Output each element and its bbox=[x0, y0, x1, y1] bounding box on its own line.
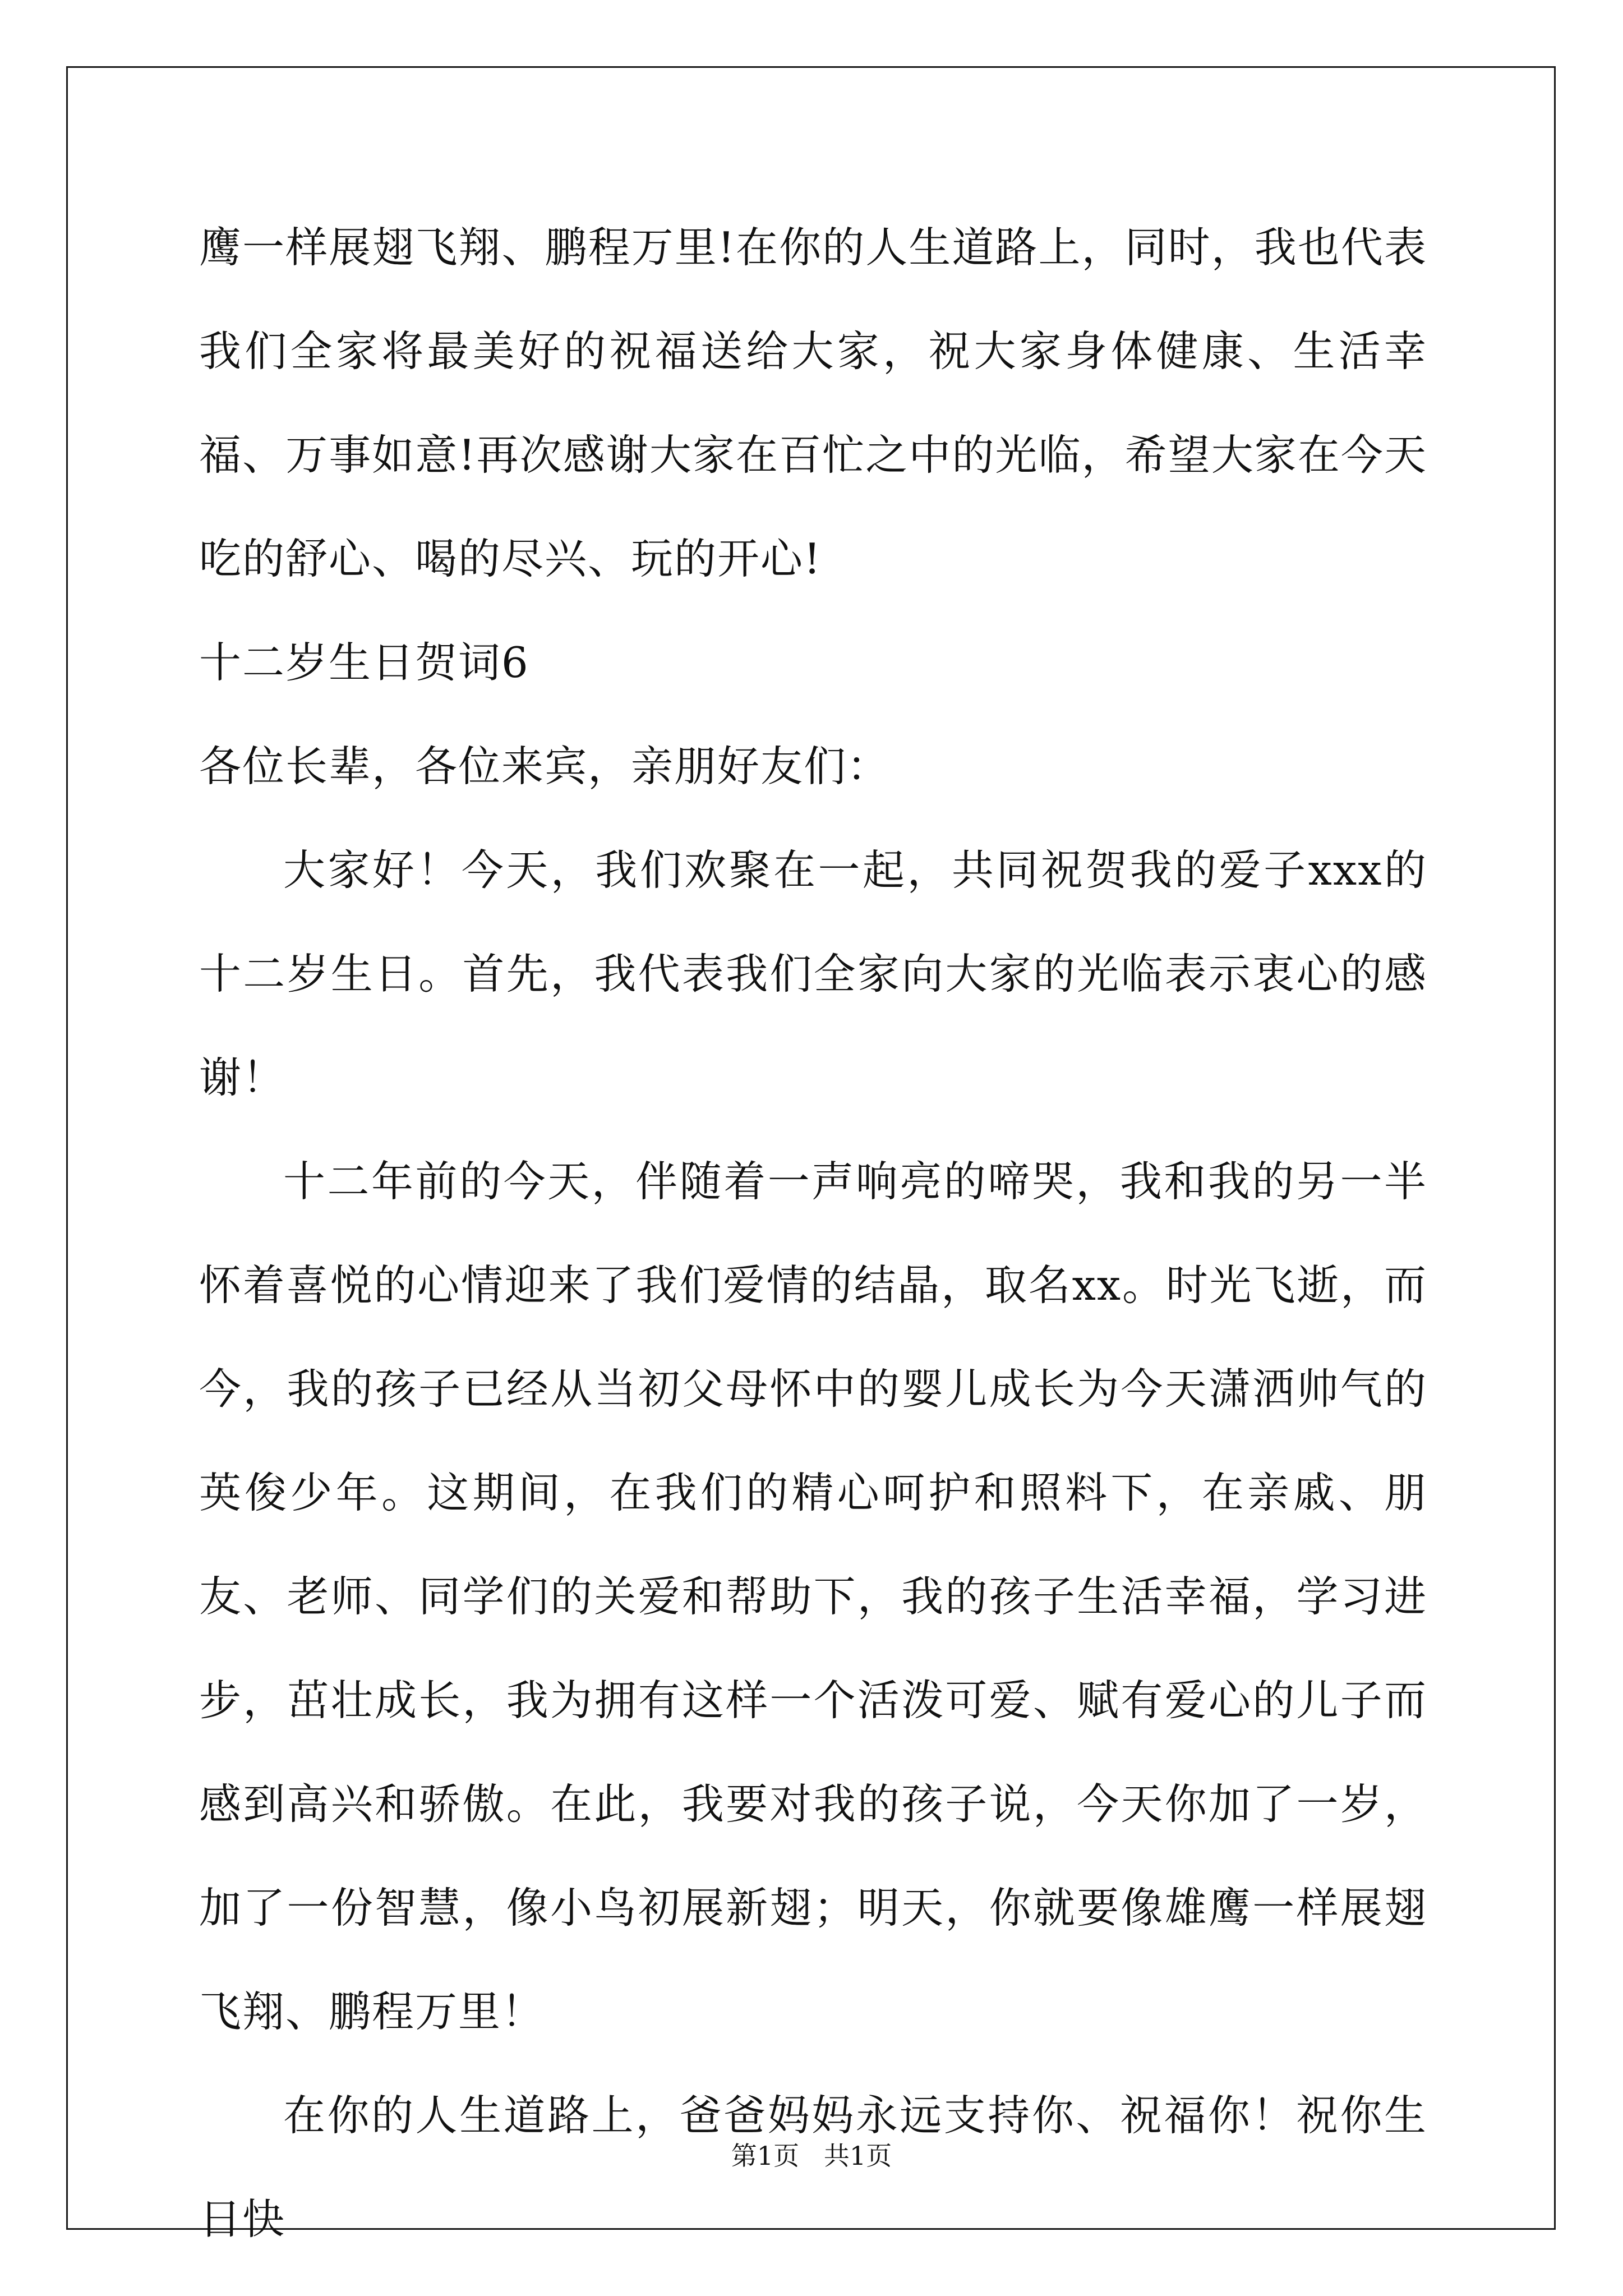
document-body bbox=[199, 196, 1427, 2271]
paragraph-greeting: 大家好！今天，我们欢聚在一起，共同祝贺我的爱子xxx的十二岁生日。首先，我代表我们全家向大家的光临表示衷心的感谢！ bbox=[199, 845, 1427, 1102]
section-title: 十二岁生日贺词6 bbox=[199, 638, 529, 687]
paragraph-closing: 在你的人生道路上，爸爸妈妈永远支持你、祝福你！祝你生日快 bbox=[199, 2091, 1427, 2244]
paragraph-main: 十二年前的今天，伴随着一声响亮的啼哭，我和我的另一半怀着喜悦的心情迎来了我们爱情的结晶，取名xx。时光飞逝，而今，我的孩子已经从当初父母怀中的婴儿成长为今天潇洒帅气的英俊少年。这期间，在我们的精心呵护和照料下，在亲戚、朋友、老师、同学们的关爱和帮助下，我的孩子生活幸福，学习进步，茁壮成长，我为拥有这样一个活泼可爱、赋有爱心的儿子而感到高兴和骄傲。在此，我要对我的孩子说，今天你加了一岁，加了一份智慧，像小鸟初展新翅；明天，你就要像雄鹰一样展翅飞翔、鹏程万里！ bbox=[199, 1157, 1427, 2036]
salutation: 各位长辈，各位来宾，亲朋好友们： bbox=[199, 742, 891, 791]
paragraph-continuation: 鹰一样展翅飞翔、鹏程万里!在你的人生道路上，同时，我也代表我们全家将最美好的祝福送给大家，祝大家身体健康、生活幸福、万事如意!再次感谢大家在百忙之中的光临，希望大家在今天吃的舒心、喝的尽兴、玩的开心! bbox=[199, 223, 1427, 583]
page-number-footer: 第1页 共1页 bbox=[731, 2141, 892, 2171]
